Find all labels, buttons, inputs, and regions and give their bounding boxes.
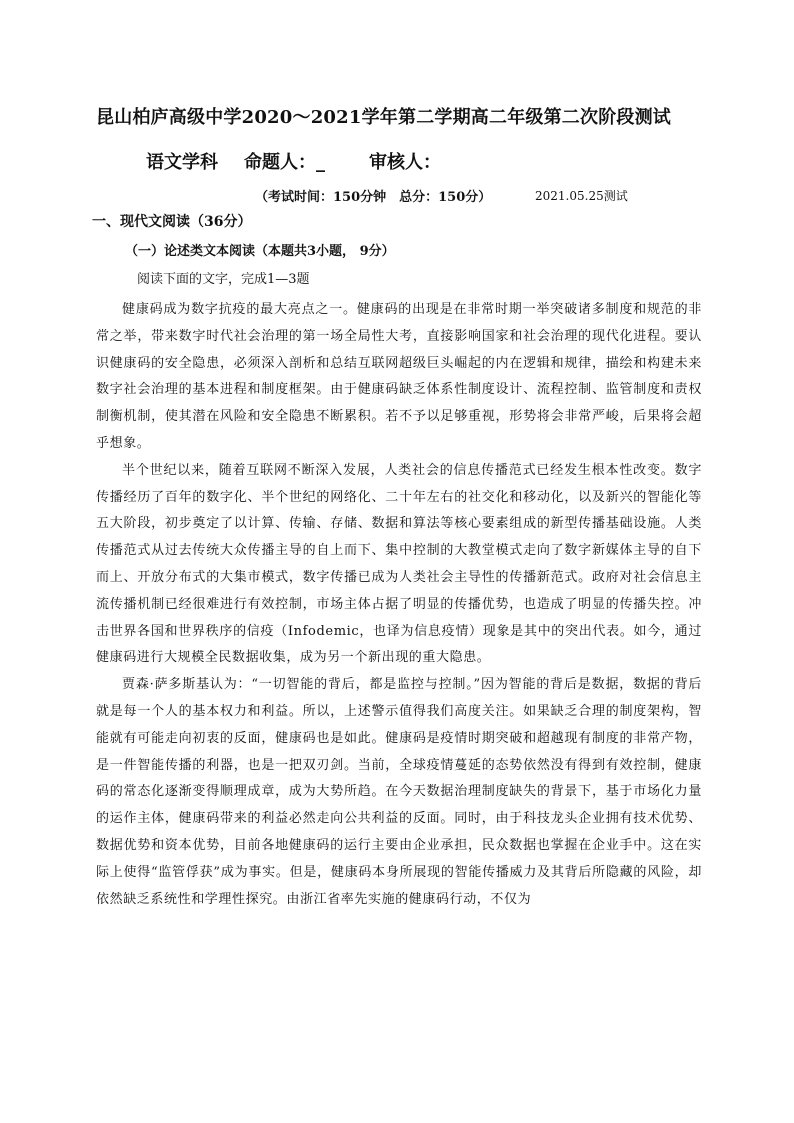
subject-label: 语文学科: [146, 152, 218, 173]
setter-label: 命题人：_: [244, 152, 325, 173]
subsection-heading: （一）论述类文本阅读（本题共3小题， 9分）: [125, 244, 395, 259]
passage-paragraph: 贾森·萨多斯基认为：“一切智能的背后，都是监控与控制。”因为智能的背后是数据，数据的背后就是每一个人的基本权力和利益。所以，上述警示值得我们高度关注。如果缺乏合理的制度架构，智能就有可能走向初衷的反面，健康码也是如此。健康码是疫情时期突破和超越现有制度的非常产物，是一件智能传播的利器，也是一把双刃剑。当前，全球疫情蔓延的态势依然没有得到有效控制，健康码的常态化逐渐变得顺理成章，成为大势所趋。在今天数据治理制度缺失的背景下，基于市场化力量的运作主体，健康码带来的利益必然走向公共利益的反面。同时，由于科技龙头企业拥有技术优势、数据优势和资本优势，目前各地健康码的运行主要由企业承担，民众数据也掌握在企业手中。这在实际上使得“监管俘获”成为事实。但是，健康码本身所展现的智能传播威力及其背后所隐藏的风险，却依然缺乏系统性和学理性探究。由浙江省率先实施的健康码行动，不仅为: [96, 677, 702, 907]
exam-date: 2021.05.25测试: [535, 189, 628, 203]
reviewer-label: 审核人：: [369, 152, 441, 173]
exam-time-and-score: （考试时间：150分钟 总分：150分）: [255, 190, 492, 205]
reading-passage: [96, 297, 702, 913]
passage-paragraph: 健康码成为数字抗疫的最大亮点之一。健康码的出现是在非常时期一举突破诸多制度和规范的非常之举，带来数字时代社会治理的第一场全局性大考，直接影响国家和社会治理的现代化进程。要认识健康码的安全隐患，必须深入剖析和总结互联网超级巨头崛起的内在逻辑和规律，描绘和构建未来数字社会治理的基本进程和制度框架。由于健康码缺乏体系性制度设计、流程控制、监管制度和责权制衡机制，使其潜在风险和安全隐患不断累积。若不予以足够重视，形势将会非常严峻，后果将会超乎想象。: [96, 302, 702, 451]
section-heading: 一、现代文阅读（36分）: [92, 214, 252, 230]
exam-title: 昆山柏庐高级中学2020～2021学年第二学期高二年级第二次阶段测试: [96, 107, 671, 128]
reading-instruction: 阅读下面的文字，完成1—3题: [137, 272, 310, 287]
subject-line: [146, 148, 441, 174]
passage-paragraph: 半个世纪以来，随着互联网不断深入发展，人类社会的信息传播范式已经发生根本性改变。数字传播经历了百年的数字化、半个世纪的网络化、二十年左右的社交化和移动化，以及新兴的智能化等五大阶段，初步奠定了以计算、传输、存储、数据和算法等核心要素组成的新型传播基础设施。人类传播范式从过去传统大众传播主导的自上而下、集中控制的大教堂模式走向了数字新媒体主导的自下而上、开放分布式的大集市模式，数字传播已成为人类社会主导性的传播新范式。政府对社会信息主流传播机制已经很难进行有效控制，市场主体占据了明显的传播优势，也造成了明显的传播失控。冲击世界各国和世界秩序的信疫（Infodemic，也译为信息疫情）现象是其中的突出代表。如今，通过健康码进行大规模全民数据收集，成为另一个新出现的重大隐患。: [96, 462, 702, 666]
